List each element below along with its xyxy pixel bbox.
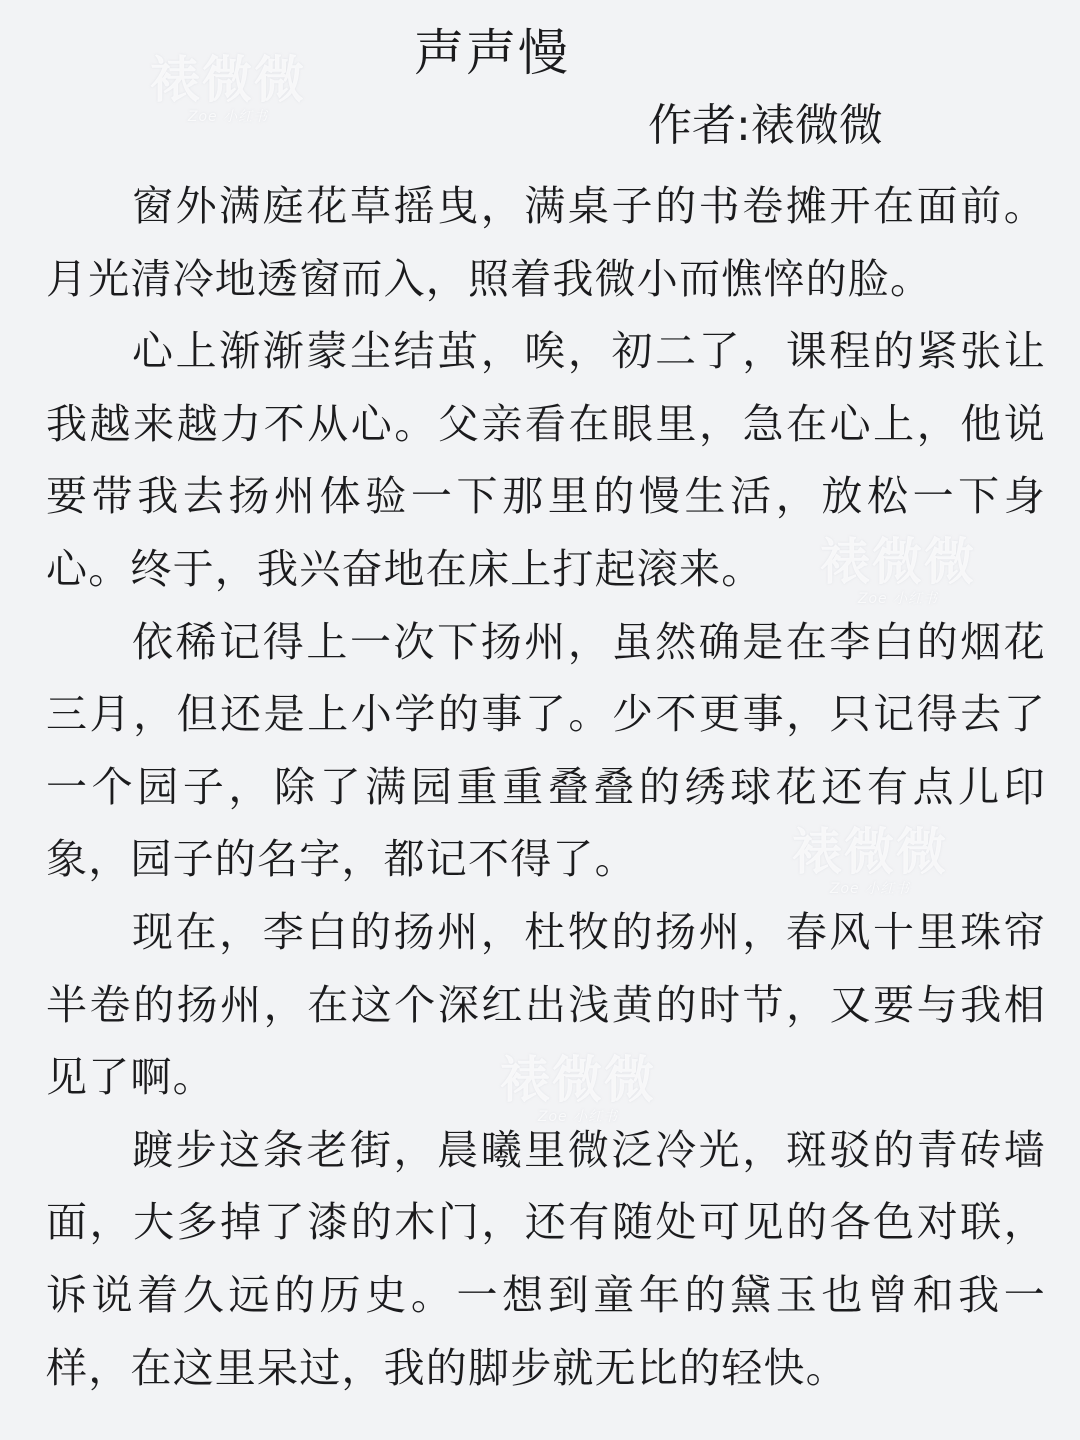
paragraph: 依稀记得上一次下扬州，虽然确是在李白的烟花三月，但还是上小学的事了。少不更事，只记得去了一个园子，除了满园重重叠叠的绣球花还有点儿印象，园子的名字，都记不得了。 xyxy=(46,617,1046,884)
watermark-name: 裱微微 xyxy=(150,51,306,109)
body-text xyxy=(46,170,1046,1404)
paragraph: 踱步这条老街，晨曦里微泛冷光，斑驳的青砖墙面，大多掉了漆的木门，还有随处可见的各色对联，诉说着久远的历史。一想到童年的黛玉也曾和我一样，在这里呆过，我的脚步就无比的轻快。 xyxy=(46,1125,1046,1392)
paragraph: 现在，李白的扬州，杜牧的扬州，春风十里珠帘半卷的扬州，在这个深红出浅黄的时节，又要与我相见了啊。 xyxy=(46,907,1046,1102)
watermark-sub: Zoe 小红书 xyxy=(857,591,939,607)
watermark-name: 裱微微 xyxy=(792,823,948,881)
watermark-name: 裱微微 xyxy=(500,1051,656,1109)
watermark-sub: Zoe 小红书 xyxy=(829,881,911,897)
paragraph: 窗外满庭花草摇曳，满桌子的书卷摊开在面前。月光清冷地透窗而入，照着我微小而憔悴的脸。 xyxy=(46,182,1046,303)
watermark-sub: Zoe 小红书 xyxy=(537,1109,619,1125)
author-line: 作者:裱微微 xyxy=(648,100,883,151)
watermark-sub: Zoe 小红书 xyxy=(187,109,269,125)
watermark xyxy=(150,52,306,126)
paragraph: 心上渐渐蒙尘结茧，唉，初二了，课程的紧张让我越来越力不从心。父亲看在眼里，急在心上，他说要带我去扬州体验一下那里的慢生活，放松一下身心。终于，我兴奋地在床上打起滚来。 xyxy=(46,327,1046,593)
page-title: 声声慢 xyxy=(414,24,570,82)
watermark-name: 裱微微 xyxy=(820,533,976,591)
